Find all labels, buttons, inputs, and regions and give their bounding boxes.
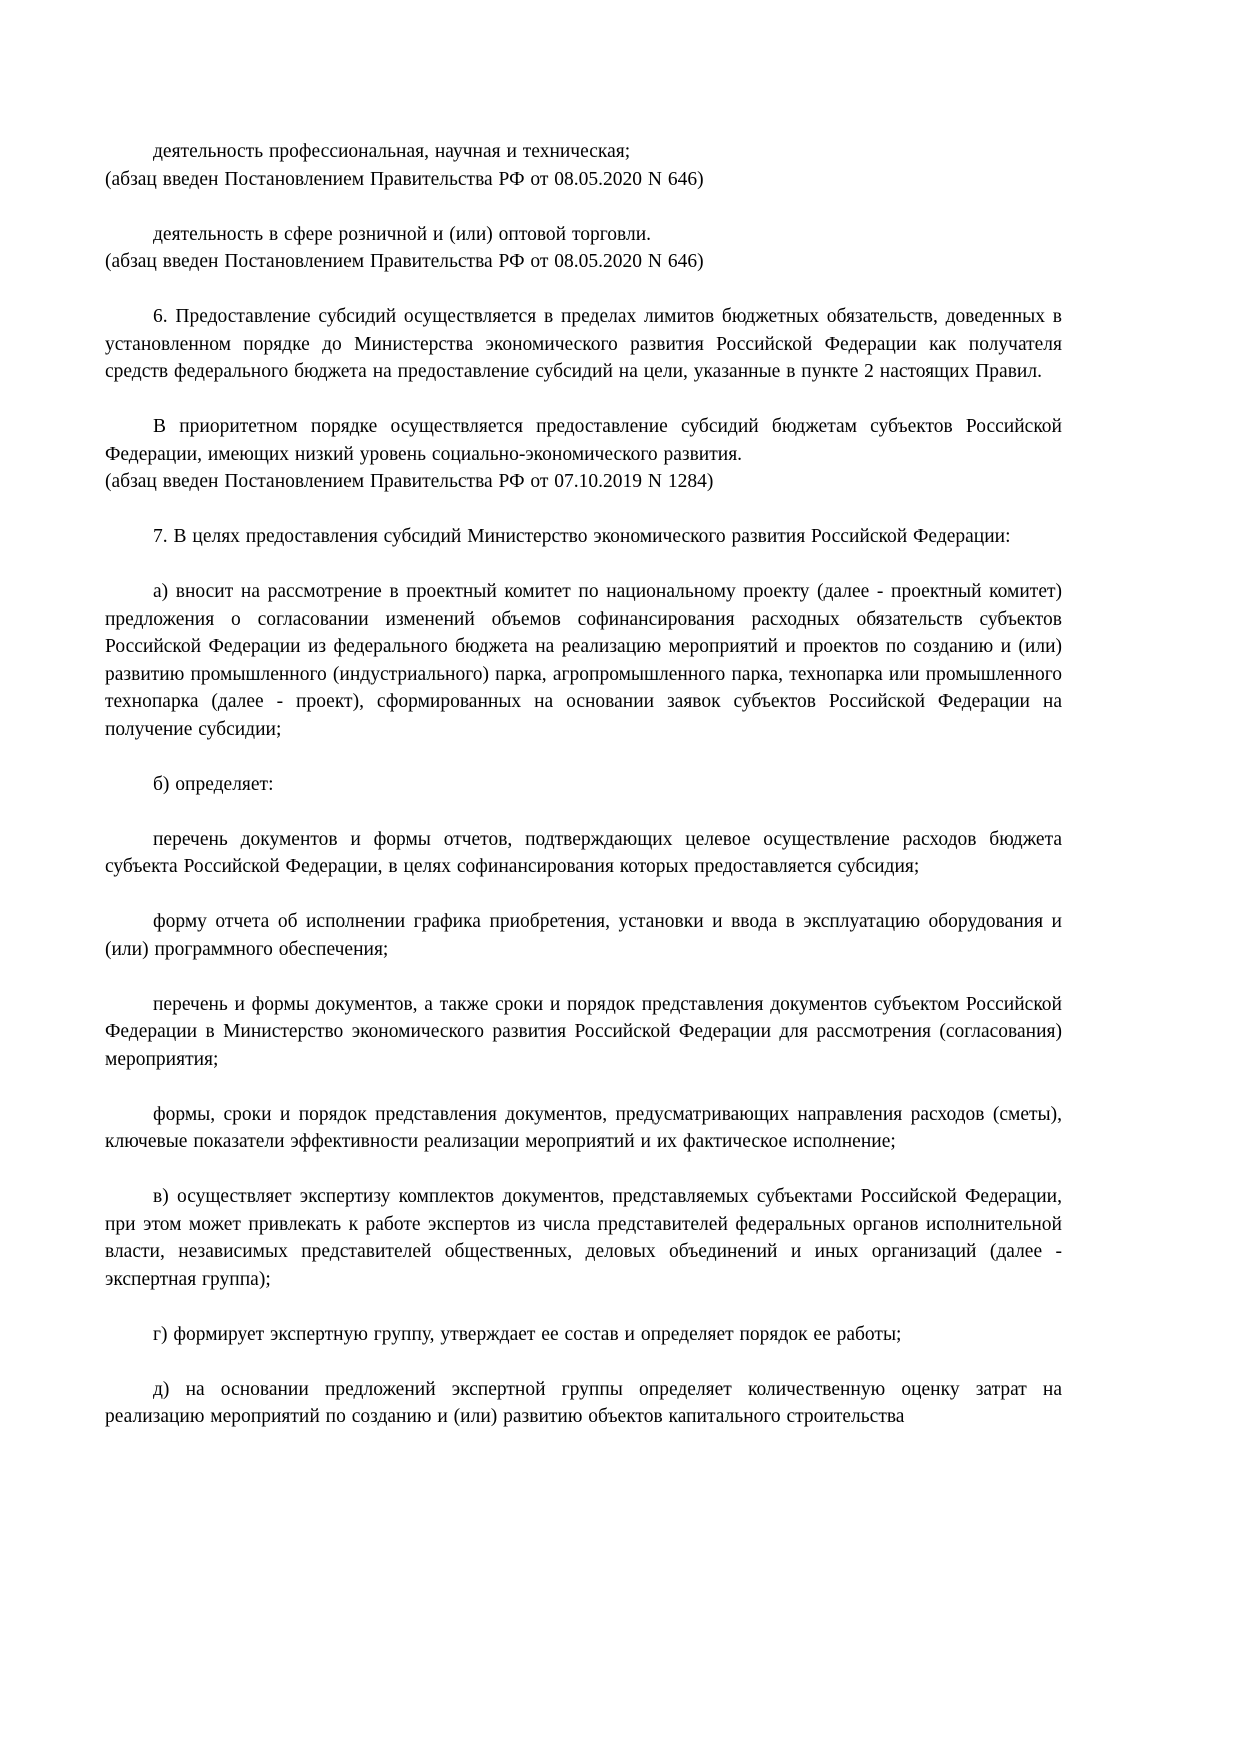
amendment-note: (абзац введен Постановлением Правительства РФ от 08.05.2020 N 646)	[105, 168, 704, 190]
paragraph: перечень и формы документов, а также сроки и порядок представления документов субъектом Российской Федерации в Министерство экономического развития Российской Федерации для рассмотрения (согласования) мероприятия;	[105, 993, 1062, 1070]
paragraph: формы, сроки и порядок представления документов, предусматривающих направления расходов (сметы), ключевые показатели эффективности реализации мероприятий и их фактическое исполнение;	[105, 1103, 1062, 1152]
paragraph: а) вносит на рассмотрение в проектный комитет по национальному проекту (далее - проектный комитет) предложения о согласовании изменений объемов софинансирования расходных обязательств субъектов Российской Федерации из федерального бюджета на реализацию мероприятий и проектов по созданию и (или) развитию промышленного (индустриального) парка, агропромышленного парка, технопарка или промышленного технопарка (далее - проект), сформированных на основании заявок субъектов Российской Федерации на получение субсидии;	[105, 581, 1062, 740]
paragraph: г) формирует экспертную группу, утверждает ее состав и определяет порядок ее работы;	[153, 1323, 902, 1345]
paragraph: д) на основании предложений экспертной группы определяет количественную оценку затрат на реализацию мероприятий по созданию и (или) развитию объектов капитального строительства	[105, 1378, 1062, 1427]
paragraph: перечень документов и формы отчетов, подтверждающих целевое осуществление расходов бюджета субъекта Российской Федерации, в целях софинансирования которых предоставляется субсидия;	[105, 828, 1062, 877]
document-body	[105, 138, 1062, 1431]
paragraph: б) определяет:	[153, 773, 274, 795]
paragraph: форму отчета об исполнении графика приобретения, установки и ввода в эксплуатацию оборудования и (или) программного обеспечения;	[105, 911, 1062, 960]
paragraph: 6. Предоставление субсидий осуществляется в пределах лимитов бюджетных обязательств, доведенных в установленном порядке до Министерства экономического развития Российской Федерации как получателя средств федерального бюджета на предоставление субсидий на цели, указанные в пункте 2 настоящих Правил.	[105, 306, 1062, 382]
paragraph: в) осуществляет экспертизу комплектов документов, представляемых субъектами Российской Федерации, при этом может привлекать к работе экспертов из числа представителей федеральных органов исполнительной власти, независимых представителей общественных, деловых объединений и иных организаций (далее - экспертная группа);	[105, 1186, 1062, 1290]
paragraph: В приоритетном порядке осуществляется предоставление субсидий бюджетам субъектов Российской Федерации, имеющих низкий уровень социально-экономического развития.	[105, 416, 1062, 465]
amendment-note: (абзац введен Постановлением Правительства РФ от 07.10.2019 N 1284)	[105, 471, 714, 492]
paragraph: 7. В целях предоставления субсидий Министерство экономического развития Российской Федерации:	[153, 526, 1011, 547]
paragraph: деятельность профессиональная, научная и техническая;	[153, 141, 631, 162]
amendment-note: (абзац введен Постановлением Правительства РФ от 08.05.2020 N 646)	[105, 251, 704, 272]
paragraph: деятельность в сфере розничной и (или) оптовой торговли.	[153, 223, 652, 245]
